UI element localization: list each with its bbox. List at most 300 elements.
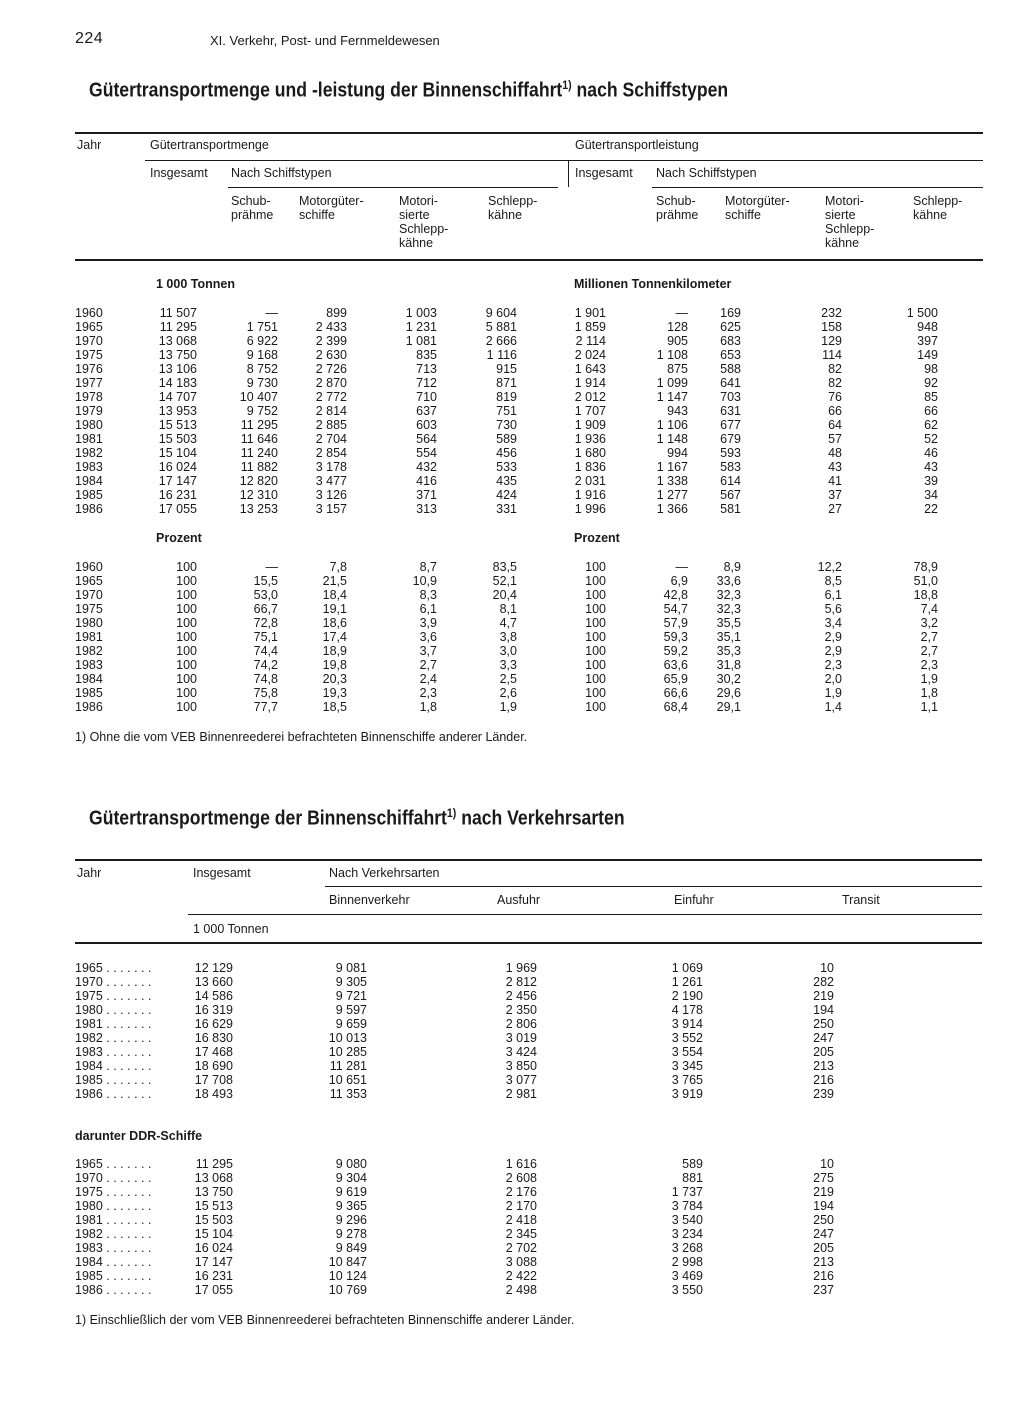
value-cell: 129 (821, 334, 842, 348)
table1-header-motor-left: Motorgüter- schiffe (299, 194, 364, 222)
value-cell: 232 (821, 306, 842, 320)
value-cell: 7,4 (920, 602, 938, 616)
value-cell: 2 870 (315, 376, 347, 390)
value-cell: 3 345 (671, 1059, 703, 1073)
year-cell: 1986 (75, 502, 103, 516)
value-cell: 239 (813, 1087, 834, 1101)
value-cell: 554 (416, 446, 437, 460)
value-cell: 533 (496, 460, 517, 474)
value-cell: 18,6 (322, 616, 347, 630)
table1-header-schub-left: Schub- prähme (231, 194, 274, 222)
value-cell: 2 981 (505, 1087, 537, 1101)
value-cell: 100 (176, 560, 197, 574)
value-cell: 1 996 (574, 502, 606, 516)
year-cell: 1980 (75, 616, 103, 630)
value-cell: 51,0 (913, 574, 938, 588)
value-cell: 59,3 (663, 630, 688, 644)
value-cell: 54,7 (663, 602, 688, 616)
value-cell: 435 (496, 474, 517, 488)
value-cell: 3 088 (505, 1255, 537, 1269)
value-cell: 3,4 (824, 616, 842, 630)
table1-percent-row (0, 616, 1024, 630)
value-cell: 216 (813, 1269, 834, 1283)
year-cell: 1985 . . . . . . . (75, 1269, 152, 1283)
table1-absolute-row (0, 376, 1024, 390)
table1-header-insgesamt-right: Insgesamt (575, 166, 633, 180)
table1-percent-row (0, 574, 1024, 588)
value-cell: 74,2 (253, 658, 278, 672)
table2-ddr-row (0, 1283, 1024, 1297)
value-cell: 564 (416, 432, 437, 446)
value-cell: 1 643 (574, 362, 606, 376)
table1-unit-left: 1 000 Tonnen (156, 277, 235, 291)
year-cell: 1978 (75, 390, 103, 404)
value-cell: 100 (585, 630, 606, 644)
year-cell: 1960 (75, 560, 103, 574)
table2-ddr-row (0, 1199, 1024, 1213)
value-cell: 2,0 (824, 672, 842, 686)
table1-percent-left: Prozent (156, 531, 202, 545)
value-cell: 2,7 (419, 658, 437, 672)
value-cell: 1 167 (656, 460, 688, 474)
table1-absolute-row (0, 460, 1024, 474)
value-cell: 2 702 (505, 1241, 537, 1255)
value-cell: 43 (924, 460, 938, 474)
table2-row (0, 1017, 1024, 1031)
year-cell: 1981 (75, 630, 103, 644)
value-cell: 2,5 (499, 672, 517, 686)
value-cell: 1 108 (656, 348, 688, 362)
value-cell: 8 752 (246, 362, 278, 376)
table2-row (0, 961, 1024, 975)
table2-row (0, 1031, 1024, 1045)
table2-ddr-row (0, 1157, 1024, 1171)
year-cell: 1984 (75, 672, 103, 686)
value-cell: 2 190 (671, 989, 703, 1003)
value-cell: 416 (416, 474, 437, 488)
table1-header-schlepp-right: Schlepp- kähne (913, 194, 963, 222)
value-cell: 6,1 (419, 602, 437, 616)
value-cell: 9 296 (335, 1213, 367, 1227)
value-cell: 2,9 (824, 644, 842, 658)
table2-ddr-row (0, 1269, 1024, 1283)
value-cell: 3 765 (671, 1073, 703, 1087)
value-cell: 1,8 (419, 700, 437, 714)
value-cell: 13 750 (158, 348, 197, 362)
value-cell: 8,3 (419, 588, 437, 602)
value-cell: 1 081 (405, 334, 437, 348)
value-cell: 703 (720, 390, 741, 404)
value-cell: 100 (176, 644, 197, 658)
value-cell: 16 024 (194, 1241, 233, 1255)
table2-ddr-row (0, 1241, 1024, 1255)
value-cell: 6,1 (824, 588, 842, 602)
value-cell: 1 916 (574, 488, 606, 502)
value-cell: 9 752 (246, 404, 278, 418)
value-cell: 75,1 (253, 630, 278, 644)
page-number: 224 (75, 30, 104, 47)
value-cell: 948 (917, 320, 938, 334)
value-cell: — (265, 306, 278, 320)
value-cell: 2 456 (505, 989, 537, 1003)
value-cell: 100 (585, 644, 606, 658)
value-cell: 14 183 (158, 376, 197, 390)
value-cell: 59,2 (663, 644, 688, 658)
value-cell: 679 (720, 432, 741, 446)
year-cell: 1983 (75, 658, 103, 672)
value-cell: 12 820 (239, 474, 278, 488)
value-cell: 100 (176, 686, 197, 700)
value-cell: 589 (496, 432, 517, 446)
value-cell: 22 (924, 502, 938, 516)
value-cell: 943 (667, 404, 688, 418)
value-cell: 18 690 (194, 1059, 233, 1073)
value-cell: 34 (924, 488, 938, 502)
value-cell: 3 268 (671, 1241, 703, 1255)
value-cell: 52 (924, 432, 938, 446)
value-cell: 905 (667, 334, 688, 348)
year-cell: 1985 (75, 488, 103, 502)
value-cell: 2,3 (824, 658, 842, 672)
table1-absolute-row (0, 348, 1024, 362)
value-cell: 216 (813, 1073, 834, 1087)
value-cell: — (675, 560, 688, 574)
value-cell: 1 751 (246, 320, 278, 334)
value-cell: 2 418 (505, 1213, 537, 1227)
value-cell: 899 (326, 306, 347, 320)
value-cell: 1 099 (656, 376, 688, 390)
value-cell: 100 (585, 658, 606, 672)
value-cell: 9 659 (335, 1017, 367, 1031)
value-cell: 424 (496, 488, 517, 502)
value-cell: 10 285 (328, 1045, 367, 1059)
year-cell: 1970 (75, 588, 103, 602)
value-cell: 3 552 (671, 1031, 703, 1045)
year-cell: 1984 . . . . . . . (75, 1059, 152, 1073)
value-cell: 710 (416, 390, 437, 404)
year-cell: 1975 . . . . . . . (75, 989, 152, 1003)
table2-rule-2 (325, 886, 982, 887)
value-cell: 397 (917, 334, 938, 348)
value-cell: 17 147 (158, 474, 197, 488)
year-cell: 1965 (75, 320, 103, 334)
table2-header-transit: Transit (842, 893, 880, 907)
value-cell: 3 914 (671, 1017, 703, 1031)
value-cell: 871 (496, 376, 517, 390)
year-cell: 1976 (75, 362, 103, 376)
value-cell: 13 660 (194, 975, 233, 989)
value-cell: 32,3 (716, 602, 741, 616)
value-cell: 331 (496, 502, 517, 516)
value-cell: 10 (820, 961, 834, 975)
table2-ddr-row (0, 1255, 1024, 1269)
table2-header-binnenverkehr: Binnenverkehr (329, 893, 410, 907)
table1-percent-row (0, 644, 1024, 658)
value-cell: 68,4 (663, 700, 688, 714)
value-cell: 2 814 (315, 404, 347, 418)
value-cell: 653 (720, 348, 741, 362)
year-cell: 1965 . . . . . . . (75, 1157, 152, 1171)
value-cell: 17 147 (194, 1255, 233, 1269)
value-cell: 52,1 (492, 574, 517, 588)
value-cell: 3 554 (671, 1045, 703, 1059)
table1-percent-row (0, 686, 1024, 700)
table2-ddr-rows (0, 1157, 1024, 1297)
table2-row (0, 1073, 1024, 1087)
table1-header-insgesamt-left: Insgesamt (150, 166, 208, 180)
value-cell: 588 (720, 362, 741, 376)
value-cell: 100 (585, 672, 606, 686)
value-cell: 5,6 (824, 602, 842, 616)
table1-absolute-row (0, 404, 1024, 418)
value-cell: 15 503 (158, 432, 197, 446)
year-cell: 1980 . . . . . . . (75, 1199, 152, 1213)
table1-rule-2 (145, 160, 983, 161)
value-cell: 1 261 (671, 975, 703, 989)
table2-header-unit: 1 000 Tonnen (193, 922, 269, 936)
value-cell: 205 (813, 1241, 834, 1255)
table1-absolute-row (0, 362, 1024, 376)
value-cell: 4 178 (671, 1003, 703, 1017)
value-cell: 100 (176, 616, 197, 630)
value-cell: 72,8 (253, 616, 278, 630)
value-cell: 8,5 (824, 574, 842, 588)
year-cell: 1986 . . . . . . . (75, 1087, 152, 1101)
value-cell: 12 129 (194, 961, 233, 975)
value-cell: 875 (667, 362, 688, 376)
value-cell: 2 812 (505, 975, 537, 989)
year-cell: 1970 (75, 334, 103, 348)
value-cell: 1,8 (920, 686, 938, 700)
year-cell: 1982 . . . . . . . (75, 1227, 152, 1241)
value-cell: 65,9 (663, 672, 688, 686)
value-cell: 10 013 (328, 1031, 367, 1045)
value-cell: 13 068 (194, 1171, 233, 1185)
value-cell: 17 055 (158, 502, 197, 516)
value-cell: 63,6 (663, 658, 688, 672)
value-cell: 1 147 (656, 390, 688, 404)
value-cell: 18,9 (322, 644, 347, 658)
table1-absolute-row (0, 306, 1024, 320)
value-cell: 76 (828, 390, 842, 404)
value-cell: 18,4 (322, 588, 347, 602)
value-cell: 53,0 (253, 588, 278, 602)
year-cell: 1975 (75, 602, 103, 616)
value-cell: 1 707 (574, 404, 606, 418)
value-cell: 100 (585, 602, 606, 616)
value-cell: 1 680 (574, 446, 606, 460)
table2-row (0, 1003, 1024, 1017)
value-cell: 15 503 (194, 1213, 233, 1227)
value-cell: 100 (585, 588, 606, 602)
value-cell: 3,2 (920, 616, 938, 630)
value-cell: 33,6 (716, 574, 741, 588)
table1-percent-row (0, 602, 1024, 616)
table1-header-menge: Gütertransportmenge (150, 138, 269, 152)
value-cell: 2 806 (505, 1017, 537, 1031)
value-cell: 371 (416, 488, 437, 502)
value-cell: 29,6 (716, 686, 741, 700)
value-cell: 17 708 (194, 1073, 233, 1087)
table1-absolute-row (0, 334, 1024, 348)
table1-absolute-row (0, 446, 1024, 460)
value-cell: 149 (917, 348, 938, 362)
value-cell: 9 168 (246, 348, 278, 362)
running-head: XI. Verkehr, Post- und Fernmeldewesen (210, 33, 440, 48)
table1-absolute-row (0, 502, 1024, 516)
value-cell: 41 (828, 474, 842, 488)
value-cell: 82 (828, 376, 842, 390)
value-cell: 21,5 (322, 574, 347, 588)
year-cell: 1979 (75, 404, 103, 418)
value-cell: 9 730 (246, 376, 278, 390)
value-cell: 30,2 (716, 672, 741, 686)
value-cell: 16 319 (194, 1003, 233, 1017)
year-cell: 1970 . . . . . . . (75, 975, 152, 989)
value-cell: 3,6 (419, 630, 437, 644)
table2-header-einfuhr: Einfuhr (674, 893, 714, 907)
value-cell: 11 646 (240, 432, 278, 446)
value-cell: 3 157 (315, 502, 347, 516)
value-cell: 17 468 (194, 1045, 233, 1059)
value-cell: 11 882 (240, 460, 278, 474)
value-cell: 2 399 (315, 334, 347, 348)
value-cell: 819 (496, 390, 517, 404)
value-cell: 11 295 (240, 418, 278, 432)
value-cell: 3 540 (671, 1213, 703, 1227)
value-cell: 100 (585, 686, 606, 700)
table1-absolute-row (0, 418, 1024, 432)
year-cell: 1983 . . . . . . . (75, 1045, 152, 1059)
year-cell: 1982 (75, 446, 103, 460)
value-cell: 20,4 (492, 588, 517, 602)
value-cell: 2 608 (505, 1171, 537, 1185)
value-cell: 2 176 (505, 1185, 537, 1199)
value-cell: 12,2 (817, 560, 842, 574)
value-cell: 1,9 (920, 672, 938, 686)
value-cell: 43 (828, 460, 842, 474)
value-cell: 1 909 (574, 418, 606, 432)
value-cell: 1,9 (499, 700, 517, 714)
value-cell: 3 469 (671, 1269, 703, 1283)
value-cell: 100 (176, 630, 197, 644)
value-cell: 82 (828, 362, 842, 376)
value-cell: 20,3 (322, 672, 347, 686)
value-cell: 100 (176, 602, 197, 616)
table2-header-ausfuhr: Ausfuhr (497, 893, 541, 907)
value-cell: 603 (416, 418, 437, 432)
table1-header-motorisiert-left: Motori- sierte Schlepp- kähne (399, 194, 449, 250)
value-cell: 2,7 (920, 630, 938, 644)
table2-header-nach: Nach Verkehrsarten (329, 866, 440, 880)
table2-subheading: darunter DDR-Schiffe (75, 1129, 203, 1143)
value-cell: 275 (813, 1171, 834, 1185)
table2-ddr-row (0, 1213, 1024, 1227)
value-cell: 158 (821, 320, 842, 334)
year-cell: 1983 . . . . . . . (75, 1241, 152, 1255)
value-cell: 10 769 (328, 1283, 367, 1297)
value-cell: 6,9 (670, 574, 688, 588)
value-cell: 1 616 (505, 1157, 537, 1171)
value-cell: 39 (924, 474, 938, 488)
value-cell: 2 630 (315, 348, 347, 362)
table1-percent-row (0, 560, 1024, 574)
value-cell: 2 726 (315, 362, 347, 376)
value-cell: 100 (176, 658, 197, 672)
table1-percent-row (0, 630, 1024, 644)
value-cell: 100 (585, 700, 606, 714)
value-cell: 2 885 (315, 418, 347, 432)
value-cell: 42,8 (663, 588, 688, 602)
table1-percent-rows (0, 560, 1024, 714)
year-cell: 1985 . . . . . . . (75, 1073, 152, 1087)
value-cell: 3 178 (315, 460, 347, 474)
value-cell: 14 707 (158, 390, 197, 404)
value-cell: 16 024 (158, 460, 197, 474)
value-cell: 835 (416, 348, 437, 362)
value-cell: 3,0 (499, 644, 517, 658)
year-cell: 1983 (75, 460, 103, 474)
value-cell: 9 721 (335, 989, 367, 1003)
value-cell: 994 (667, 446, 688, 460)
value-cell: 19,8 (322, 658, 347, 672)
value-cell: 713 (416, 362, 437, 376)
value-cell: 1 859 (574, 320, 606, 334)
table1-header-nach-left: Nach Schiffstypen (231, 166, 332, 180)
value-cell: 10 847 (328, 1255, 367, 1269)
value-cell: 100 (585, 560, 606, 574)
table2-ddr-row (0, 1185, 1024, 1199)
value-cell: 9 849 (335, 1241, 367, 1255)
table1-top-rule (75, 132, 983, 134)
value-cell: 15,5 (253, 574, 278, 588)
value-cell: 100 (176, 672, 197, 686)
table2-row (0, 1059, 1024, 1073)
value-cell: 9 597 (335, 1003, 367, 1017)
year-cell: 1965 . . . . . . . (75, 961, 152, 975)
value-cell: 100 (176, 700, 197, 714)
value-cell: 1 338 (656, 474, 688, 488)
value-cell: 1 003 (405, 306, 437, 320)
value-cell: 3 019 (505, 1031, 537, 1045)
table2-row (0, 1045, 1024, 1059)
value-cell: 219 (813, 989, 834, 1003)
value-cell: 3 850 (505, 1059, 537, 1073)
value-cell: 62 (924, 418, 938, 432)
value-cell: 74,4 (253, 644, 278, 658)
value-cell: 1,9 (824, 686, 842, 700)
value-cell: 282 (813, 975, 834, 989)
value-cell: 15 513 (158, 418, 197, 432)
year-cell: 1984 (75, 474, 103, 488)
table1-vsep (568, 160, 569, 187)
value-cell: 15 104 (158, 446, 197, 460)
value-cell: 3 234 (671, 1227, 703, 1241)
value-cell: 2,9 (824, 630, 842, 644)
value-cell: 593 (720, 446, 741, 460)
value-cell: 2 772 (315, 390, 347, 404)
value-cell: 16 629 (194, 1017, 233, 1031)
value-cell: 66 (924, 404, 938, 418)
value-cell: 29,1 (716, 700, 741, 714)
value-cell: 13 953 (158, 404, 197, 418)
value-cell: 2 998 (671, 1255, 703, 1269)
value-cell: 3 477 (315, 474, 347, 488)
value-cell: 169 (720, 306, 741, 320)
value-cell: 100 (585, 616, 606, 630)
value-cell: 915 (496, 362, 517, 376)
year-cell: 1977 (75, 376, 103, 390)
